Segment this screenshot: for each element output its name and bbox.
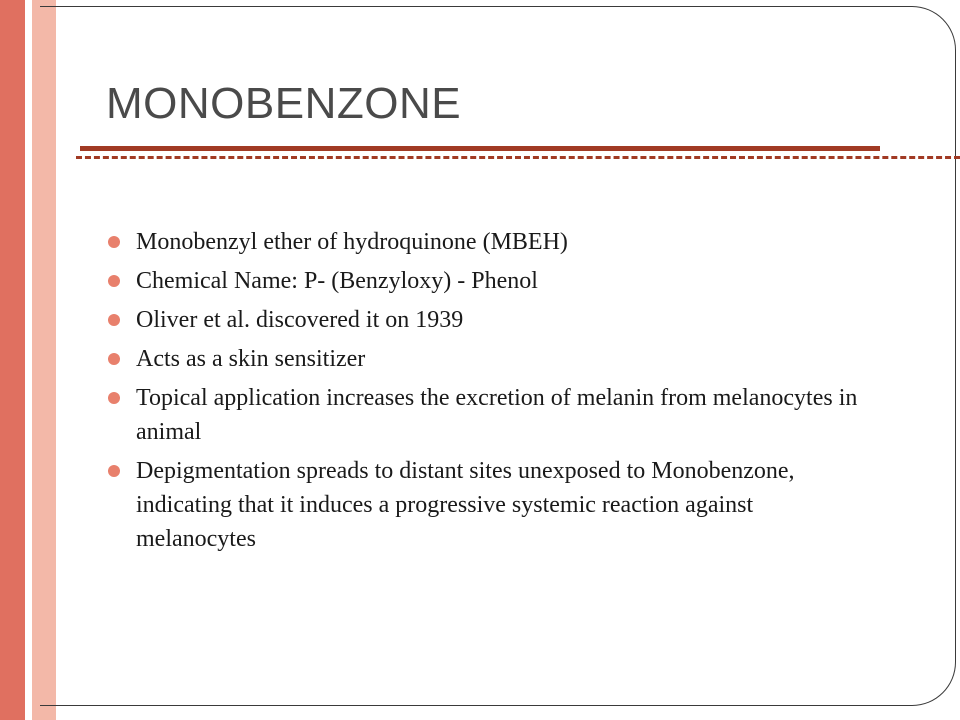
bullet-dot-icon [108,353,120,365]
bullet-text: Chemical Name: P- (Benzyloxy) - Phenol [136,268,538,294]
left-stripe-dark [0,0,25,720]
title-underline [80,146,880,151]
bullet-dot-icon [108,275,120,287]
title-dashed-rule [76,156,960,159]
bullet-dot-icon [108,392,120,404]
bullet-item [106,303,876,337]
bullet-dot-icon [108,314,120,326]
bullet-text: Topical application increases the excretion of melanin from melanocytes in animal [136,385,858,445]
bullet-text: Depigmentation spreads to distant sites unexposed to Monobenzone, indicating that it induces a progressive systemic reaction against melanocytes [136,458,795,552]
bullet-item [106,342,876,376]
bullet-list [106,225,876,561]
slide-title: MONOBENZONE [106,79,462,128]
bullet-item [106,225,876,259]
bullet-dot-icon [108,465,120,477]
bullet-item [106,264,876,298]
bullet-text: Monobenzyl ether of hydroquinone (MBEH) [136,229,568,255]
bullet-dot-icon [108,236,120,248]
bullet-text: Oliver et al. discovered it on 1939 [136,307,464,333]
bullet-text: Acts as a skin sensitizer [136,346,366,372]
bullet-item [106,381,876,449]
bullet-item [106,454,876,556]
